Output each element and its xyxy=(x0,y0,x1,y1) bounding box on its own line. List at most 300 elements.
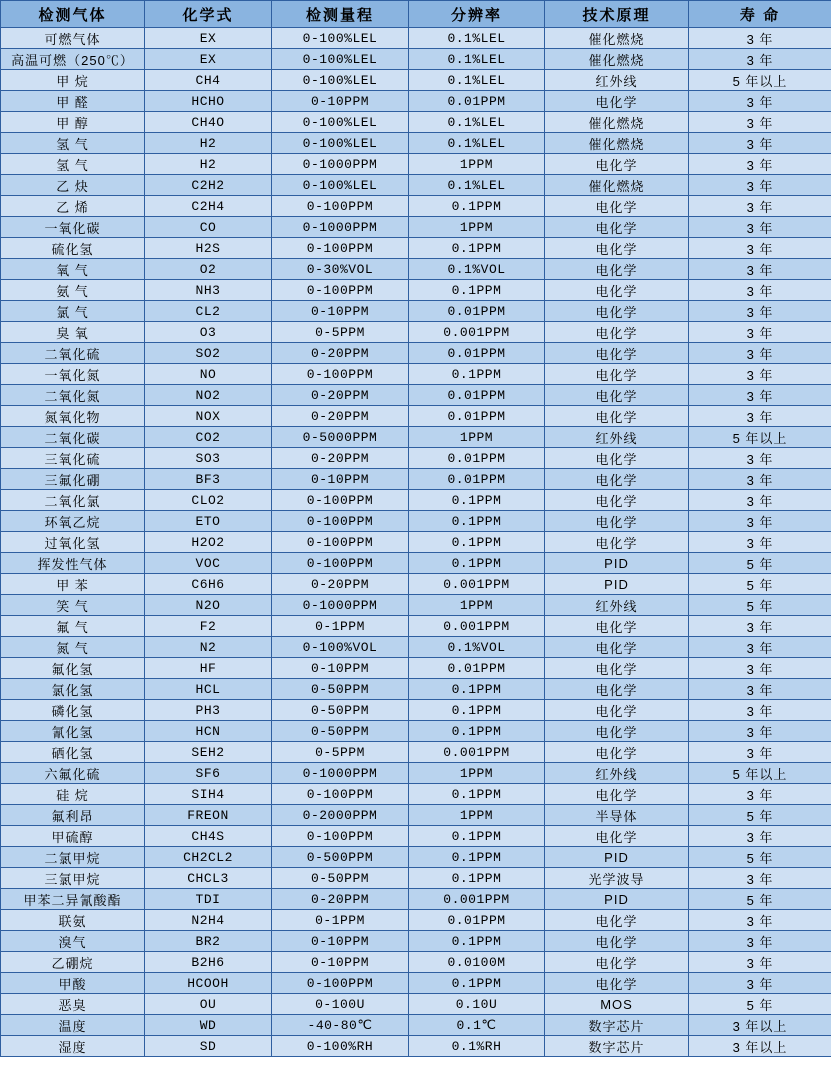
cell-lifetime: 3 年以上 xyxy=(689,1015,831,1036)
cell-lifetime: 3 年 xyxy=(689,343,831,364)
cell-formula: OU xyxy=(145,994,272,1015)
cell-resolution: 0.01PPM xyxy=(409,385,545,406)
cell-resolution: 0.001PPM xyxy=(409,616,545,637)
cell-lifetime: 3 年 xyxy=(689,406,831,427)
cell-principle: 电化学 xyxy=(545,154,689,175)
table-row xyxy=(1,175,831,196)
cell-range: 0-100U xyxy=(272,994,409,1015)
cell-gas: 氟 气 xyxy=(1,616,145,637)
cell-principle: 红外线 xyxy=(545,70,689,91)
cell-range: 0-100PPM xyxy=(272,196,409,217)
cell-formula: CH4O xyxy=(145,112,272,133)
cell-lifetime: 3 年 xyxy=(689,826,831,847)
cell-gas: 可燃气体 xyxy=(1,28,145,49)
cell-lifetime: 3 年 xyxy=(689,133,831,154)
cell-range: 0-1000PPM xyxy=(272,595,409,616)
cell-principle: 电化学 xyxy=(545,826,689,847)
cell-range: 0-100PPM xyxy=(272,532,409,553)
cell-resolution: 1PPM xyxy=(409,154,545,175)
table-row xyxy=(1,532,831,553)
cell-principle: 电化学 xyxy=(545,700,689,721)
cell-resolution: 0.1%LEL xyxy=(409,49,545,70)
cell-lifetime: 3 年 xyxy=(689,364,831,385)
cell-principle: 电化学 xyxy=(545,532,689,553)
cell-range: 0-100PPM xyxy=(272,280,409,301)
table-row xyxy=(1,574,831,595)
cell-formula: VOC xyxy=(145,553,272,574)
cell-resolution: 0.01PPM xyxy=(409,301,545,322)
cell-lifetime: 3 年 xyxy=(689,700,831,721)
cell-principle: PID xyxy=(545,574,689,595)
cell-formula: BF3 xyxy=(145,469,272,490)
cell-resolution: 0.1PPM xyxy=(409,931,545,952)
cell-resolution: 0.01PPM xyxy=(409,343,545,364)
cell-lifetime: 3 年 xyxy=(689,784,831,805)
cell-formula: O2 xyxy=(145,259,272,280)
cell-lifetime: 3 年 xyxy=(689,448,831,469)
cell-principle: 电化学 xyxy=(545,973,689,994)
cell-formula: SO2 xyxy=(145,343,272,364)
cell-lifetime: 5 年以上 xyxy=(689,427,831,448)
table-row xyxy=(1,952,831,973)
cell-formula: F2 xyxy=(145,616,272,637)
cell-range: 0-100PPM xyxy=(272,511,409,532)
cell-resolution: 0.01PPM xyxy=(409,406,545,427)
cell-resolution: 0.1%LEL xyxy=(409,28,545,49)
cell-gas: 过氧化氢 xyxy=(1,532,145,553)
table-row xyxy=(1,889,831,910)
cell-range: 0-100%LEL xyxy=(272,175,409,196)
cell-resolution: 0.1PPM xyxy=(409,238,545,259)
cell-principle: 催化燃烧 xyxy=(545,133,689,154)
table-row xyxy=(1,994,831,1015)
cell-resolution: 1PPM xyxy=(409,763,545,784)
cell-principle: 电化学 xyxy=(545,406,689,427)
cell-gas: 三氧化硫 xyxy=(1,448,145,469)
cell-formula: TDI xyxy=(145,889,272,910)
table-row xyxy=(1,196,831,217)
cell-range: 0-10PPM xyxy=(272,931,409,952)
column-header-lifetime: 寿 命 xyxy=(689,1,831,28)
cell-resolution: 0.1%LEL xyxy=(409,175,545,196)
cell-principle: 电化学 xyxy=(545,742,689,763)
cell-gas: 氧 气 xyxy=(1,259,145,280)
cell-formula: SEH2 xyxy=(145,742,272,763)
cell-gas: 磷化氢 xyxy=(1,700,145,721)
cell-formula: HF xyxy=(145,658,272,679)
cell-principle: 电化学 xyxy=(545,343,689,364)
cell-gas: 二氧化氮 xyxy=(1,385,145,406)
cell-formula: SF6 xyxy=(145,763,272,784)
cell-lifetime: 3 年 xyxy=(689,322,831,343)
cell-formula: CL2 xyxy=(145,301,272,322)
cell-gas: 六氟化硫 xyxy=(1,763,145,784)
table-row xyxy=(1,28,831,49)
cell-gas: 氮氧化物 xyxy=(1,406,145,427)
cell-range: 0-1PPM xyxy=(272,616,409,637)
cell-gas: 硒化氢 xyxy=(1,742,145,763)
cell-principle: 电化学 xyxy=(545,280,689,301)
table-row xyxy=(1,700,831,721)
cell-gas: 三氯甲烷 xyxy=(1,868,145,889)
cell-range: 0-100PPM xyxy=(272,490,409,511)
cell-range: 0-50PPM xyxy=(272,700,409,721)
cell-gas: 温度 xyxy=(1,1015,145,1036)
cell-formula: B2H6 xyxy=(145,952,272,973)
cell-lifetime: 3 年 xyxy=(689,658,831,679)
cell-formula: SIH4 xyxy=(145,784,272,805)
cell-formula: CO2 xyxy=(145,427,272,448)
cell-gas: 乙 炔 xyxy=(1,175,145,196)
cell-gas: 二氯甲烷 xyxy=(1,847,145,868)
cell-resolution: 0.0100M xyxy=(409,952,545,973)
cell-gas: 湿度 xyxy=(1,1036,145,1057)
table-row xyxy=(1,763,831,784)
column-header-principle: 技术原理 xyxy=(545,1,689,28)
cell-gas: 二氧化硫 xyxy=(1,343,145,364)
cell-lifetime: 3 年 xyxy=(689,469,831,490)
cell-resolution: 0.1PPM xyxy=(409,364,545,385)
cell-range: 0-20PPM xyxy=(272,574,409,595)
cell-lifetime: 3 年 xyxy=(689,637,831,658)
cell-formula: CH2CL2 xyxy=(145,847,272,868)
cell-formula: SD xyxy=(145,1036,272,1057)
cell-resolution: 0.001PPM xyxy=(409,574,545,595)
cell-principle: 红外线 xyxy=(545,427,689,448)
cell-formula: NO2 xyxy=(145,385,272,406)
cell-range: 0-100%LEL xyxy=(272,133,409,154)
cell-resolution: 0.1PPM xyxy=(409,553,545,574)
cell-formula: EX xyxy=(145,49,272,70)
cell-gas: 甲 烷 xyxy=(1,70,145,91)
cell-range: 0-1000PPM xyxy=(272,763,409,784)
cell-gas: 笑 气 xyxy=(1,595,145,616)
cell-gas: 乙 烯 xyxy=(1,196,145,217)
cell-resolution: 0.1%LEL xyxy=(409,133,545,154)
cell-principle: 电化学 xyxy=(545,931,689,952)
cell-gas: 二氧化碳 xyxy=(1,427,145,448)
cell-lifetime: 3 年 xyxy=(689,49,831,70)
table-row xyxy=(1,721,831,742)
cell-resolution: 0.01PPM xyxy=(409,469,545,490)
cell-range: -40-80℃ xyxy=(272,1015,409,1036)
cell-resolution: 0.1PPM xyxy=(409,280,545,301)
table-row xyxy=(1,742,831,763)
table-row xyxy=(1,910,831,931)
cell-formula: H2 xyxy=(145,154,272,175)
table-row xyxy=(1,805,831,826)
cell-lifetime: 3 年 xyxy=(689,532,831,553)
cell-principle: PID xyxy=(545,847,689,868)
cell-resolution: 0.1PPM xyxy=(409,847,545,868)
cell-principle: 电化学 xyxy=(545,238,689,259)
cell-lifetime: 3 年 xyxy=(689,28,831,49)
cell-formula: CO xyxy=(145,217,272,238)
table-row xyxy=(1,154,831,175)
cell-gas: 甲 苯 xyxy=(1,574,145,595)
table-row xyxy=(1,280,831,301)
cell-formula: N2H4 xyxy=(145,910,272,931)
cell-principle: 半导体 xyxy=(545,805,689,826)
table-row xyxy=(1,490,831,511)
cell-range: 0-100PPM xyxy=(272,553,409,574)
cell-resolution: 0.1PPM xyxy=(409,532,545,553)
cell-range: 0-100%LEL xyxy=(272,70,409,91)
cell-resolution: 0.1PPM xyxy=(409,679,545,700)
cell-lifetime: 3 年 xyxy=(689,112,831,133)
cell-range: 0-100%LEL xyxy=(272,112,409,133)
cell-range: 0-100PPM xyxy=(272,973,409,994)
cell-principle: 电化学 xyxy=(545,658,689,679)
cell-gas: 三氟化硼 xyxy=(1,469,145,490)
cell-principle: 电化学 xyxy=(545,679,689,700)
cell-resolution: 0.1%LEL xyxy=(409,70,545,91)
cell-range: 0-50PPM xyxy=(272,868,409,889)
table-row xyxy=(1,343,831,364)
table-row xyxy=(1,1036,831,1057)
table-row xyxy=(1,637,831,658)
cell-lifetime: 5 年以上 xyxy=(689,70,831,91)
cell-lifetime: 3 年 xyxy=(689,238,831,259)
cell-resolution: 0.1PPM xyxy=(409,511,545,532)
table-row xyxy=(1,553,831,574)
cell-lifetime: 5 年以上 xyxy=(689,763,831,784)
cell-principle: 电化学 xyxy=(545,259,689,280)
cell-gas: 氢 气 xyxy=(1,154,145,175)
cell-range: 0-20PPM xyxy=(272,385,409,406)
cell-resolution: 0.1PPM xyxy=(409,196,545,217)
cell-range: 0-100PPM xyxy=(272,826,409,847)
cell-range: 0-20PPM xyxy=(272,448,409,469)
cell-range: 0-5000PPM xyxy=(272,427,409,448)
cell-gas: 二氧化氯 xyxy=(1,490,145,511)
cell-formula: HCN xyxy=(145,721,272,742)
cell-resolution: 0.1PPM xyxy=(409,784,545,805)
cell-lifetime: 3 年 xyxy=(689,721,831,742)
cell-range: 0-10PPM xyxy=(272,658,409,679)
cell-formula: C2H2 xyxy=(145,175,272,196)
cell-resolution: 0.1PPM xyxy=(409,973,545,994)
cell-gas: 氟化氢 xyxy=(1,658,145,679)
cell-range: 0-20PPM xyxy=(272,406,409,427)
table-row xyxy=(1,133,831,154)
cell-range: 0-50PPM xyxy=(272,721,409,742)
cell-gas: 乙硼烷 xyxy=(1,952,145,973)
cell-lifetime: 3 年 xyxy=(689,952,831,973)
cell-lifetime: 5 年 xyxy=(689,847,831,868)
cell-lifetime: 5 年 xyxy=(689,574,831,595)
table-row xyxy=(1,469,831,490)
table-row xyxy=(1,973,831,994)
cell-gas: 甲硫醇 xyxy=(1,826,145,847)
cell-lifetime: 3 年 xyxy=(689,154,831,175)
table-row xyxy=(1,427,831,448)
cell-gas: 甲 醛 xyxy=(1,91,145,112)
cell-formula: N2 xyxy=(145,637,272,658)
cell-resolution: 0.01PPM xyxy=(409,658,545,679)
cell-principle: 电化学 xyxy=(545,910,689,931)
cell-principle: PID xyxy=(545,553,689,574)
table-row xyxy=(1,448,831,469)
cell-gas: 硅 烷 xyxy=(1,784,145,805)
cell-resolution: 0.1PPM xyxy=(409,490,545,511)
cell-principle: 催化燃烧 xyxy=(545,175,689,196)
cell-formula: FREON xyxy=(145,805,272,826)
cell-principle: 电化学 xyxy=(545,616,689,637)
cell-range: 0-100%LEL xyxy=(272,49,409,70)
cell-gas: 溴气 xyxy=(1,931,145,952)
cell-gas: 一氧化碳 xyxy=(1,217,145,238)
table-row xyxy=(1,868,831,889)
cell-formula: H2S xyxy=(145,238,272,259)
cell-lifetime: 5 年 xyxy=(689,553,831,574)
cell-range: 0-10PPM xyxy=(272,469,409,490)
cell-gas: 氨 气 xyxy=(1,280,145,301)
cell-lifetime: 3 年 xyxy=(689,931,831,952)
cell-lifetime: 5 年 xyxy=(689,889,831,910)
cell-range: 0-10PPM xyxy=(272,91,409,112)
cell-lifetime: 3 年 xyxy=(689,679,831,700)
column-header-resolution: 分辨率 xyxy=(409,1,545,28)
cell-lifetime: 3 年 xyxy=(689,973,831,994)
cell-resolution: 1PPM xyxy=(409,595,545,616)
table-row xyxy=(1,406,831,427)
table-row xyxy=(1,616,831,637)
cell-range: 0-30%VOL xyxy=(272,259,409,280)
cell-principle: 催化燃烧 xyxy=(545,112,689,133)
cell-principle: 电化学 xyxy=(545,91,689,112)
cell-resolution: 0.1%RH xyxy=(409,1036,545,1057)
cell-range: 0-100%VOL xyxy=(272,637,409,658)
table-row xyxy=(1,385,831,406)
cell-principle: 数字芯片 xyxy=(545,1015,689,1036)
cell-formula: H2 xyxy=(145,133,272,154)
cell-lifetime: 3 年 xyxy=(689,910,831,931)
table-row xyxy=(1,364,831,385)
cell-resolution: 0.1%LEL xyxy=(409,112,545,133)
cell-principle: 电化学 xyxy=(545,364,689,385)
cell-gas: 甲苯二异氰酸酯 xyxy=(1,889,145,910)
table-row xyxy=(1,826,831,847)
cell-formula: CH4 xyxy=(145,70,272,91)
cell-lifetime: 5 年 xyxy=(689,805,831,826)
cell-gas: 氰化氢 xyxy=(1,721,145,742)
cell-formula: BR2 xyxy=(145,931,272,952)
cell-lifetime: 3 年 xyxy=(689,175,831,196)
table-row xyxy=(1,217,831,238)
cell-resolution: 0.1PPM xyxy=(409,868,545,889)
table-row xyxy=(1,931,831,952)
cell-principle: 电化学 xyxy=(545,448,689,469)
cell-formula: N2O xyxy=(145,595,272,616)
cell-formula: C6H6 xyxy=(145,574,272,595)
cell-range: 0-50PPM xyxy=(272,679,409,700)
cell-formula: CLO2 xyxy=(145,490,272,511)
column-header-formula: 化学式 xyxy=(145,1,272,28)
cell-range: 0-2000PPM xyxy=(272,805,409,826)
cell-principle: 电化学 xyxy=(545,301,689,322)
cell-resolution: 0.001PPM xyxy=(409,889,545,910)
cell-formula: HCL xyxy=(145,679,272,700)
cell-resolution: 0.10U xyxy=(409,994,545,1015)
cell-principle: 催化燃烧 xyxy=(545,49,689,70)
cell-resolution: 0.01PPM xyxy=(409,91,545,112)
cell-formula: PH3 xyxy=(145,700,272,721)
cell-range: 0-5PPM xyxy=(272,742,409,763)
table-row xyxy=(1,847,831,868)
cell-principle: MOS xyxy=(545,994,689,1015)
cell-resolution: 0.001PPM xyxy=(409,322,545,343)
cell-lifetime: 3 年 xyxy=(689,511,831,532)
cell-range: 0-100PPM xyxy=(272,364,409,385)
cell-resolution: 0.1PPM xyxy=(409,700,545,721)
cell-formula: ETO xyxy=(145,511,272,532)
cell-formula: NH3 xyxy=(145,280,272,301)
cell-gas: 氮 气 xyxy=(1,637,145,658)
table-row xyxy=(1,784,831,805)
cell-gas: 恶臭 xyxy=(1,994,145,1015)
cell-formula: NO xyxy=(145,364,272,385)
cell-gas: 氯 气 xyxy=(1,301,145,322)
cell-principle: 数字芯片 xyxy=(545,1036,689,1057)
table-row xyxy=(1,70,831,91)
cell-resolution: 0.001PPM xyxy=(409,742,545,763)
table-row xyxy=(1,595,831,616)
table-row xyxy=(1,259,831,280)
cell-principle: 电化学 xyxy=(545,952,689,973)
table-row xyxy=(1,49,831,70)
cell-principle: 红外线 xyxy=(545,595,689,616)
cell-formula: CHCL3 xyxy=(145,868,272,889)
column-header-gas: 检测气体 xyxy=(1,1,145,28)
table-header xyxy=(1,1,831,28)
cell-principle: 红外线 xyxy=(545,763,689,784)
cell-lifetime: 3 年 xyxy=(689,217,831,238)
cell-range: 0-1PPM xyxy=(272,910,409,931)
cell-range: 0-10PPM xyxy=(272,301,409,322)
table-row xyxy=(1,322,831,343)
cell-lifetime: 3 年 xyxy=(689,280,831,301)
column-header-range: 检测量程 xyxy=(272,1,409,28)
cell-resolution: 1PPM xyxy=(409,427,545,448)
cell-range: 0-100%RH xyxy=(272,1036,409,1057)
cell-lifetime: 3 年 xyxy=(689,616,831,637)
table-row xyxy=(1,91,831,112)
cell-range: 0-100%LEL xyxy=(272,28,409,49)
cell-principle: 电化学 xyxy=(545,490,689,511)
cell-principle: 电化学 xyxy=(545,385,689,406)
cell-principle: PID xyxy=(545,889,689,910)
table-row xyxy=(1,679,831,700)
cell-gas: 甲 醇 xyxy=(1,112,145,133)
cell-lifetime: 5 年 xyxy=(689,994,831,1015)
cell-resolution: 0.1%VOL xyxy=(409,259,545,280)
cell-principle: 电化学 xyxy=(545,784,689,805)
cell-principle: 电化学 xyxy=(545,637,689,658)
cell-formula: O3 xyxy=(145,322,272,343)
cell-gas: 氢 气 xyxy=(1,133,145,154)
cell-resolution: 0.01PPM xyxy=(409,910,545,931)
cell-gas: 一氧化氮 xyxy=(1,364,145,385)
cell-formula: CH4S xyxy=(145,826,272,847)
cell-range: 0-100PPM xyxy=(272,238,409,259)
cell-formula: NOX xyxy=(145,406,272,427)
cell-formula: C2H4 xyxy=(145,196,272,217)
table-row xyxy=(1,238,831,259)
cell-formula: WD xyxy=(145,1015,272,1036)
cell-lifetime: 3 年 xyxy=(689,490,831,511)
cell-lifetime: 3 年 xyxy=(689,91,831,112)
